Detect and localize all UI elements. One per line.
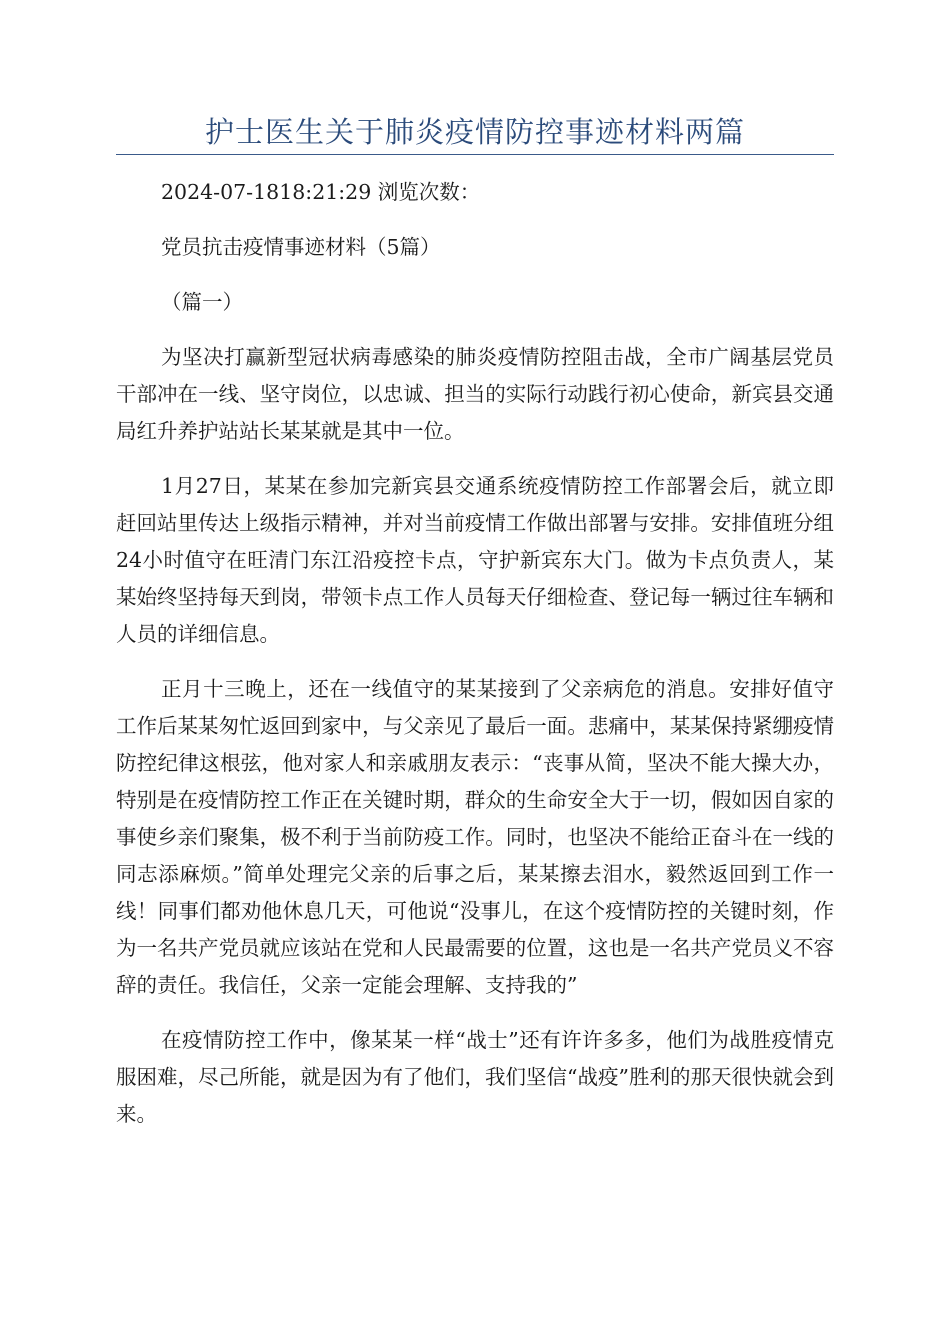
- subtitle: 党员抗击疫情事迹材料（5篇）: [161, 235, 441, 259]
- document-body: [116, 174, 834, 1151]
- paragraph: 在疫情防控工作中，像某某一样“战士”还有许许多多，他们为战胜疫情克服困难，尽己所能，就是因为有了他们，我们坚信“战疫”胜利的那天很快就会到来。: [116, 1028, 834, 1126]
- paragraph: 为坚决打赢新型冠状病毒感染的肺炎疫情防控阻击战，全市广阔基层党员干部冲在一线、坚守岗位，以忠诚、担当的实际行动践行初心使命，新宾县交通局红升养护站站长某某就是其中一位。: [116, 345, 834, 443]
- meta-line: 2024-07-1818:21:29 浏览次数：: [161, 180, 481, 204]
- paragraph: 正月十三晚上，还在一线值守的某某接到了父亲病危的消息。安排好值守工作后某某匆忙返回到家中，与父亲见了最后一面。悲痛中，某某保持紧绷疫情防控纪律这根弦，他对家人和亲戚朋友表示：“丧事从简，坚决不能大操大办，特别是在疫情防控工作正在关键时期，群众的生命安全大于一切，假如因自家的事使乡亲们聚集，极不利于当前防疫工作。同时，也坚决不能给正奋斗在一线的同志添麻烦。”简单处理完父亲的后事之后，某某擦去泪水，毅然返回到工作一线！同事们都劝他休息几天，可他说“没事儿，在这个疫情防控的关键时刻，作为一名共产党员就应该站在党和人民最需要的位置，这也是一名共产党员义不容辞的责任。我信任，父亲一定能会理解、支持我的”: [116, 677, 834, 997]
- title-underline: [116, 154, 834, 155]
- document-title: 护士医生关于肺炎疫情防控事迹材料两篇: [204, 115, 745, 149]
- section-label: （篇一）: [161, 290, 243, 314]
- paragraph: 1月27日，某某在参加完新宾县交通系统疫情防控工作部署会后，就立即赶回站里传达上级指示精神，并对当前疫情工作做出部署与安排。安排值班分组24小时值守在旺清门东江沿疫控卡点，守护新宾东大门。做为卡点负责人，某某始终坚持每天到岗，带领卡点工作人员每天仔细检查、登记每一辆过往车辆和人员的详细信息。: [116, 474, 834, 646]
